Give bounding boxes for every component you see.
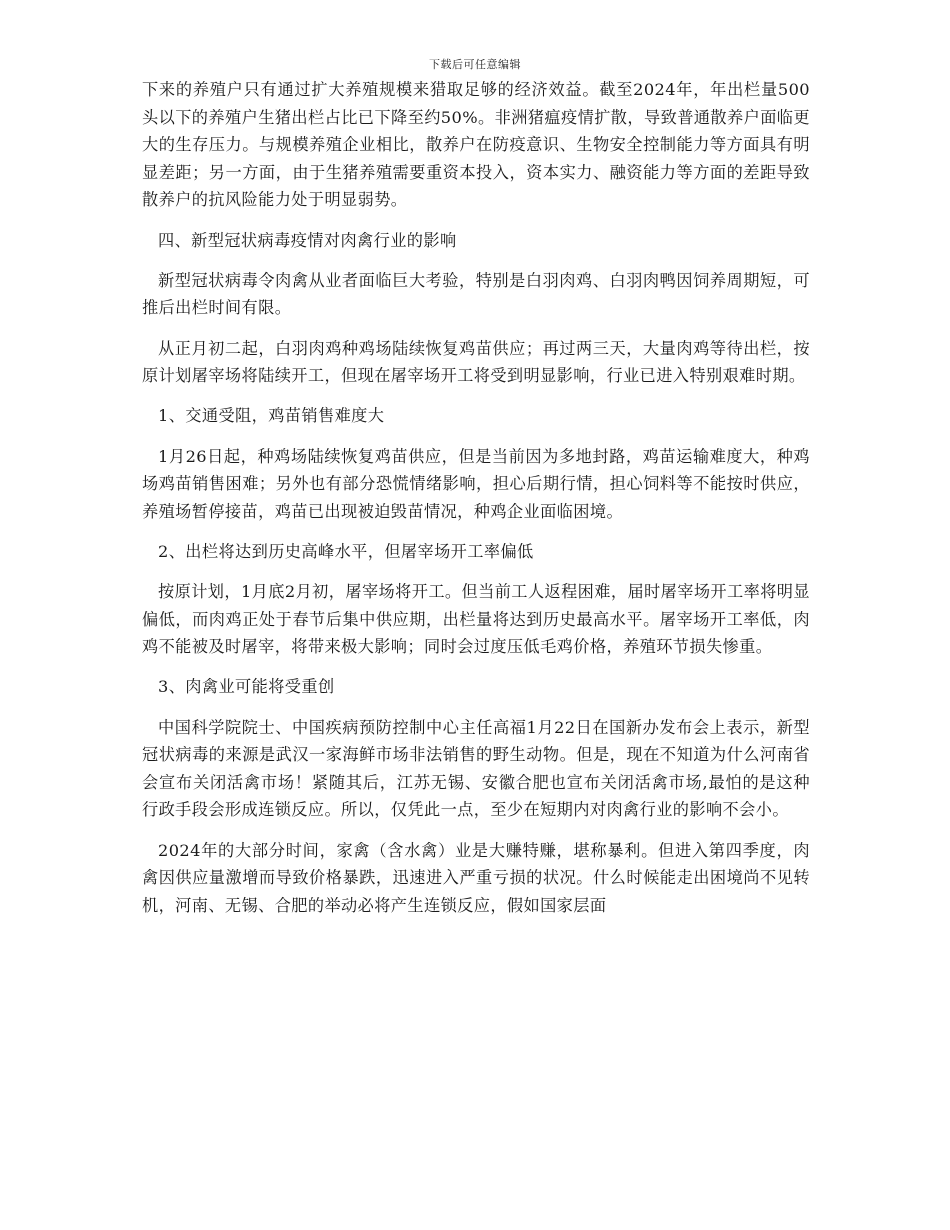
section-heading-4: 四、新型冠状病毒疫情对肉禽行业的影响: [158, 230, 457, 250]
document-body: [142, 76, 810, 932]
subheading-3: 3、肉禽业可能将受重创: [158, 677, 335, 697]
page-header: 下载后可任意编辑: [429, 58, 521, 71]
subheading-2: 2、出栏将达到历史高峰水平，但屠宰场开工率偏低: [158, 541, 534, 561]
paragraph-continuation: 下来的养殖户只有通过扩大养殖规模来猎取足够的经济效益。截至2024年，年出栏量500头以下的养殖户生猪出栏占比已下降至约50%。非洲猪瘟疫情扩散，导致普通散养户面临更大的生存压力。与规模养殖企业相比，散养户在防疫意识、生物安全控制能力等方面具有明显差距；另一方面，由于生猪养殖需要重资本投入，资本实力、融资能力等方面的差距导致散养户的抗风险能力处于明显弱势。: [142, 80, 810, 210]
paragraph: 新型冠状病毒令肉禽从业者面临巨大考验，特别是白羽肉鸡、白羽肉鸭因饲养周期短，可推后出栏时间有限。: [142, 270, 810, 318]
paragraph: 从正月初二起，白羽肉鸡种鸡场陆续恢复鸡苗供应；再过两三天，大量肉鸡等待出栏，按原计划屠宰场将陆续开工，但现在屠宰场开工将受到明显影响，行业已进入特别艰难时期。: [142, 338, 810, 386]
paragraph: 1月26日起，种鸡场陆续恢复鸡苗供应，但是当前因为多地封路，鸡苗运输难度大，种鸡场鸡苗销售困难；另外也有部分恐慌情绪影响，担心后期行情，担心饲料等不能按时供应，养殖场暂停接苗，鸡苗已出现被迫毁苗情况，种鸡企业面临困境。: [142, 446, 810, 521]
paragraph: 2024年的大部分时间，家禽（含水禽）业是大赚特赚，堪称暴利。但进入第四季度，肉禽因供应量激增而导致价格暴跌，迅速进入严重亏损的状况。什么时候能走出困境尚不见转机，河南、无锡、合肥的举动必将产生连锁反应，假如国家层面: [142, 840, 810, 915]
paragraph: 按原计划，1月底2月初，屠宰场将开工。但当前工人返程困难，届时屠宰场开工率将明显偏低，而肉鸡正处于春节后集中供应期，出栏量将达到历史最高水平。屠宰场开工率低，肉鸡不能被及时屠宰，将带来极大影响；同时会过度压低毛鸡价格，养殖环节损失惨重。: [142, 582, 810, 657]
paragraph: 中国科学院院士、中国疾病预防控制中心主任高福1月22日在国新办发布会上表示，新型冠状病毒的来源是武汉一家海鲜市场非法销售的野生动物。但是，现在不知道为什么河南省会宣布关闭活禽市场！紧随其后，江苏无锡、安徽合肥也宣布关闭活禽市场,最怕的是这种行政手段会形成连锁反应。所以，仅凭此一点，至少在短期内对肉禽行业的影响不会小。: [142, 717, 810, 820]
subheading-1: 1、交通受阻，鸡苗销售难度大: [158, 406, 385, 426]
